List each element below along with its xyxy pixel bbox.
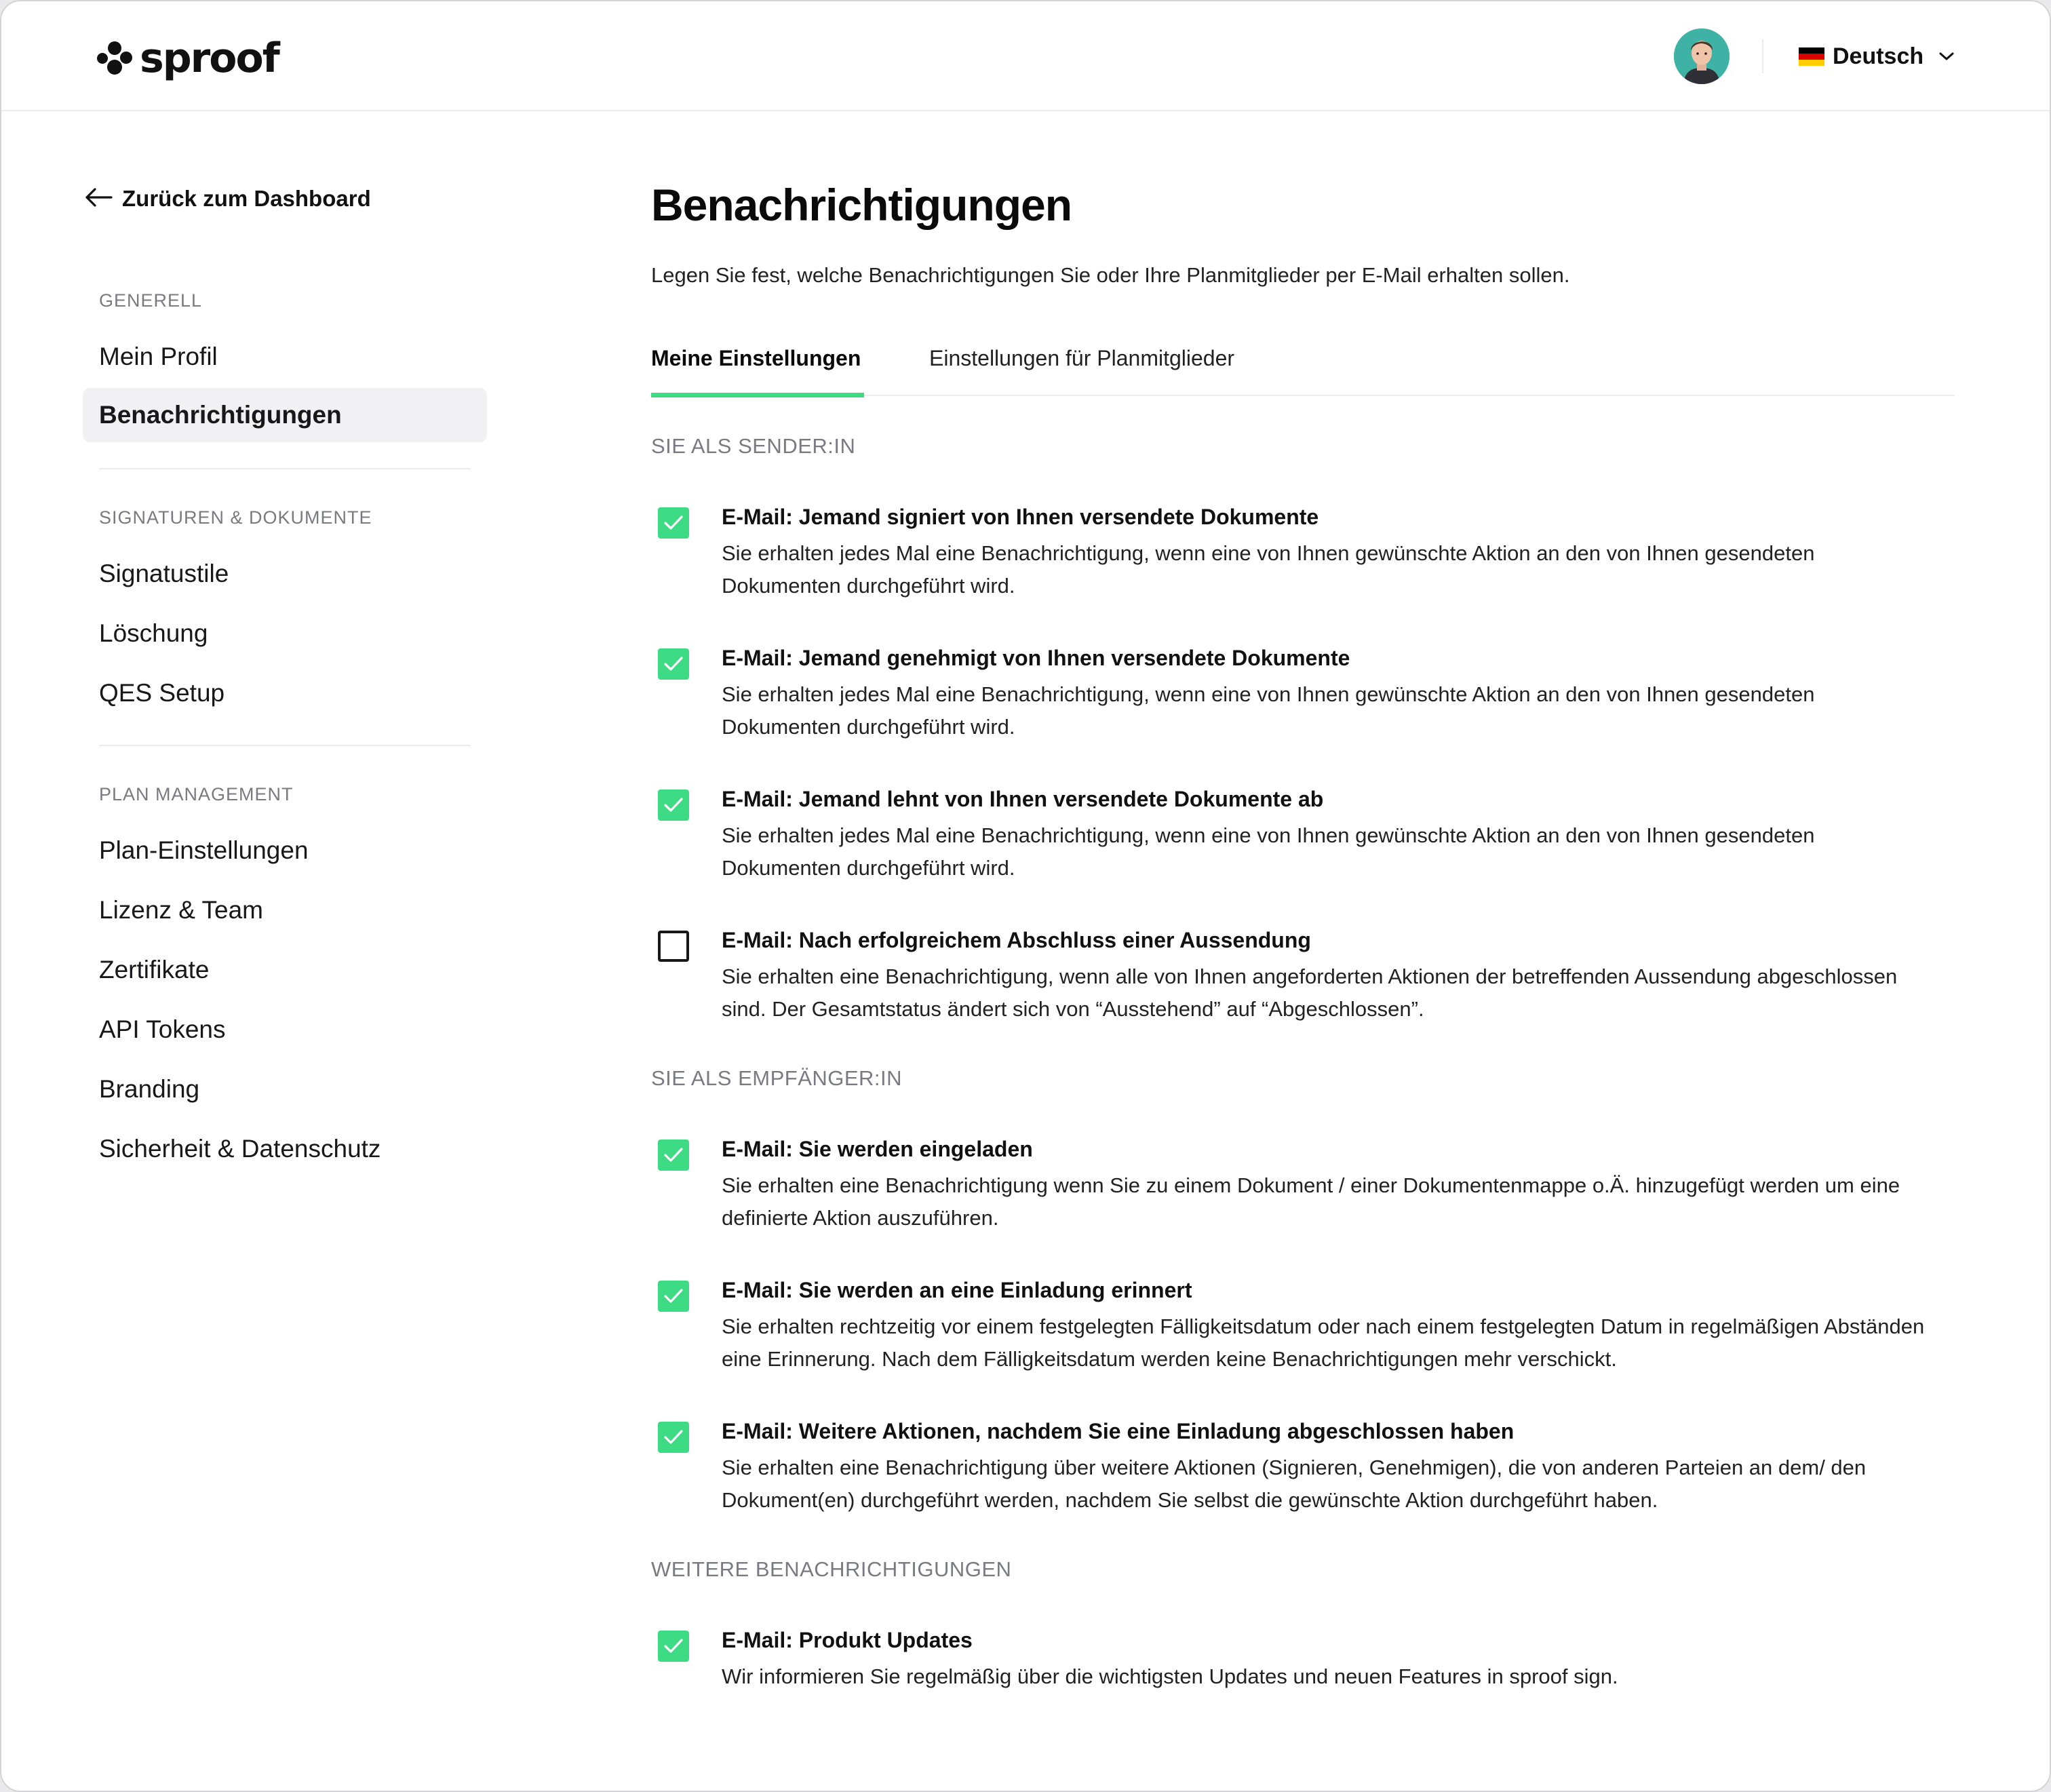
checkmark-icon: [663, 1428, 684, 1446]
sidebar-item-lizenz-team[interactable]: Lizenz & Team: [99, 896, 263, 924]
checkbox-unchecked[interactable]: [658, 931, 689, 962]
tab-meine-einstellungen[interactable]: Meine Einstellungen: [651, 338, 864, 396]
sproof-logo-icon: [96, 40, 133, 77]
sidebar-item-api-tokens[interactable]: API Tokens: [99, 1015, 226, 1043]
header-divider: [1762, 39, 1763, 73]
arrow-left-icon: [84, 187, 113, 211]
option-title: E-Mail: Nach erfolgreichem Abschluss einer Aussendung: [722, 928, 1311, 952]
option-description: Sie erhalten eine Benachrichtigung, wenn alle von Ihnen angeforderten Aktionen der betreffenden Aussendung abgeschlossen sind. Der Gesamtstatus ändert sich von “Ausstehend” auf “Abgeschlossen”.: [722, 965, 1898, 1021]
sidebar-item-sicherheit-datenschutz[interactable]: Sicherheit & Datenschutz: [99, 1135, 381, 1163]
option-title: E-Mail: Produkt Updates: [722, 1628, 973, 1652]
settings-tabs: [651, 338, 1955, 396]
checkmark-icon: [663, 514, 684, 532]
language-label: Deutsch: [1833, 43, 1924, 69]
option-title: E-Mail: Jemand lehnt von Ihnen versendete Dokumente ab: [722, 787, 1324, 811]
sidebar-item-qes-setup[interactable]: QES Setup: [99, 679, 225, 707]
user-avatar[interactable]: [1674, 28, 1730, 84]
option-description: Sie erhalten jedes Mal eine Benachrichtigung, wenn eine von Ihnen gewünschte Aktion an den von Ihnen gesendeten Dokumenten durchgeführt wird.: [722, 682, 1815, 739]
logo-text: sproof: [140, 35, 279, 82]
avatar-image: [1674, 28, 1730, 84]
option-title: E-Mail: Weitere Aktionen, nachdem Sie eine Einladung abgeschlossen haben: [722, 1419, 1515, 1443]
sidebar-divider: [99, 468, 471, 469]
option-description: Sie erhalten eine Benachrichtigung über weitere Aktionen (Signieren, Genehmigen), die von anderen Parteien an dem/ den Dokument(en) durchgeführt werden, nachdem Sie selbst die gewünschte Aktion durchgeführt haben.: [722, 1456, 1867, 1512]
germany-flag-icon: [1799, 47, 1824, 66]
checkbox-checked[interactable]: [658, 1281, 689, 1312]
back-link-label: Zurück zum Dashboard: [122, 186, 371, 211]
option-description: Sie erhalten eine Benachrichtigung wenn Sie zu einem Dokument / einer Dokumentenmappe o.Ä. hinzugefügt werden um eine definierte Aktion auszuführen.: [722, 1173, 1900, 1230]
checkmark-icon: [663, 1287, 684, 1305]
sidebar-section-signaturen: SIGNATUREN & DOKUMENTE: [99, 507, 372, 528]
top-header: [1, 1, 2050, 111]
checkbox-checked[interactable]: [658, 1140, 689, 1171]
sproof-logo[interactable]: [96, 31, 279, 85]
sidebar-section-plan-management: PLAN MANAGEMENT: [99, 784, 294, 804]
option-title: E-Mail: Jemand signiert von Ihnen versendete Dokumente: [722, 505, 1319, 529]
page-subtitle: Legen Sie fest, welche Benachrichtigungen Sie oder Ihre Planmitglieder per E-Mail erhalten sollen.: [651, 263, 1570, 287]
sidebar-item-branding[interactable]: Branding: [99, 1075, 200, 1103]
checkmark-icon: [663, 1637, 684, 1655]
back-to-dashboard-link[interactable]: [84, 182, 371, 216]
section-title-sender: SIE ALS SENDER:IN: [651, 434, 856, 458]
sidebar-item-zertifikate[interactable]: Zertifikate: [99, 956, 210, 983]
option-description: Wir informieren Sie regelmäßig über die wichtigsten Updates und neuen Features in sproof sign.: [722, 1664, 1618, 1688]
sidebar-divider: [99, 745, 471, 746]
chevron-down-icon: [1938, 51, 1955, 62]
checkmark-icon: [663, 655, 684, 673]
checkbox-checked[interactable]: [658, 1422, 689, 1453]
option-title: E-Mail: Jemand genehmigt von Ihnen versendete Dokumente: [722, 646, 1350, 670]
language-selector[interactable]: [1799, 39, 1955, 73]
option-title: E-Mail: Sie werden eingeladen: [722, 1137, 1033, 1161]
option-description: Sie erhalten jedes Mal eine Benachrichtigung, wenn eine von Ihnen gewünschte Aktion an den von Ihnen gesendeten Dokumenten durchgeführt wird.: [722, 541, 1815, 598]
tab-einstellungen-planmitglieder[interactable]: Einstellungen für Planmitglieder: [929, 346, 1235, 370]
sidebar-item-plan-einstellungen[interactable]: Plan-Einstellungen: [99, 836, 309, 864]
sidebar-section-generell: GENERELL: [99, 290, 203, 311]
option-description: Sie erhalten rechtzeitig vor einem festgelegten Fälligkeitsdatum oder nach einem festgelegten Datum in regelmäßigen Abständen eine Erinnerung. Nach dem Fälligkeitsdatum werden keine Benachrichtigungen mehr verschickt.: [722, 1314, 1925, 1371]
checkbox-checked[interactable]: [658, 507, 689, 539]
checkbox-checked[interactable]: [658, 1631, 689, 1662]
sidebar-item-signatustile[interactable]: Signatustile: [99, 560, 229, 587]
checkbox-checked[interactable]: [658, 648, 689, 680]
option-title: E-Mail: Sie werden an eine Einladung erinnert: [722, 1278, 1192, 1302]
sidebar-item-benachrichtigungen[interactable]: Benachrichtigungen: [83, 388, 487, 442]
checkmark-icon: [663, 796, 684, 814]
sidebar-item-mein-profil[interactable]: Mein Profil: [99, 343, 218, 370]
option-description: Sie erhalten jedes Mal eine Benachrichtigung, wenn eine von Ihnen gewünschte Aktion an den von Ihnen gesendeten Dokumenten durchgeführt wird.: [722, 823, 1815, 880]
sidebar-item-loeschung[interactable]: Löschung: [99, 619, 208, 647]
checkmark-icon: [663, 1146, 684, 1164]
checkbox-checked[interactable]: [658, 790, 689, 821]
page-title: Benachrichtigungen: [651, 180, 1072, 230]
section-title-weitere: WEITERE BENACHRICHTIGUNGEN: [651, 1557, 1012, 1581]
section-title-empfaenger: SIE ALS EMPFÄNGER:IN: [651, 1066, 903, 1090]
